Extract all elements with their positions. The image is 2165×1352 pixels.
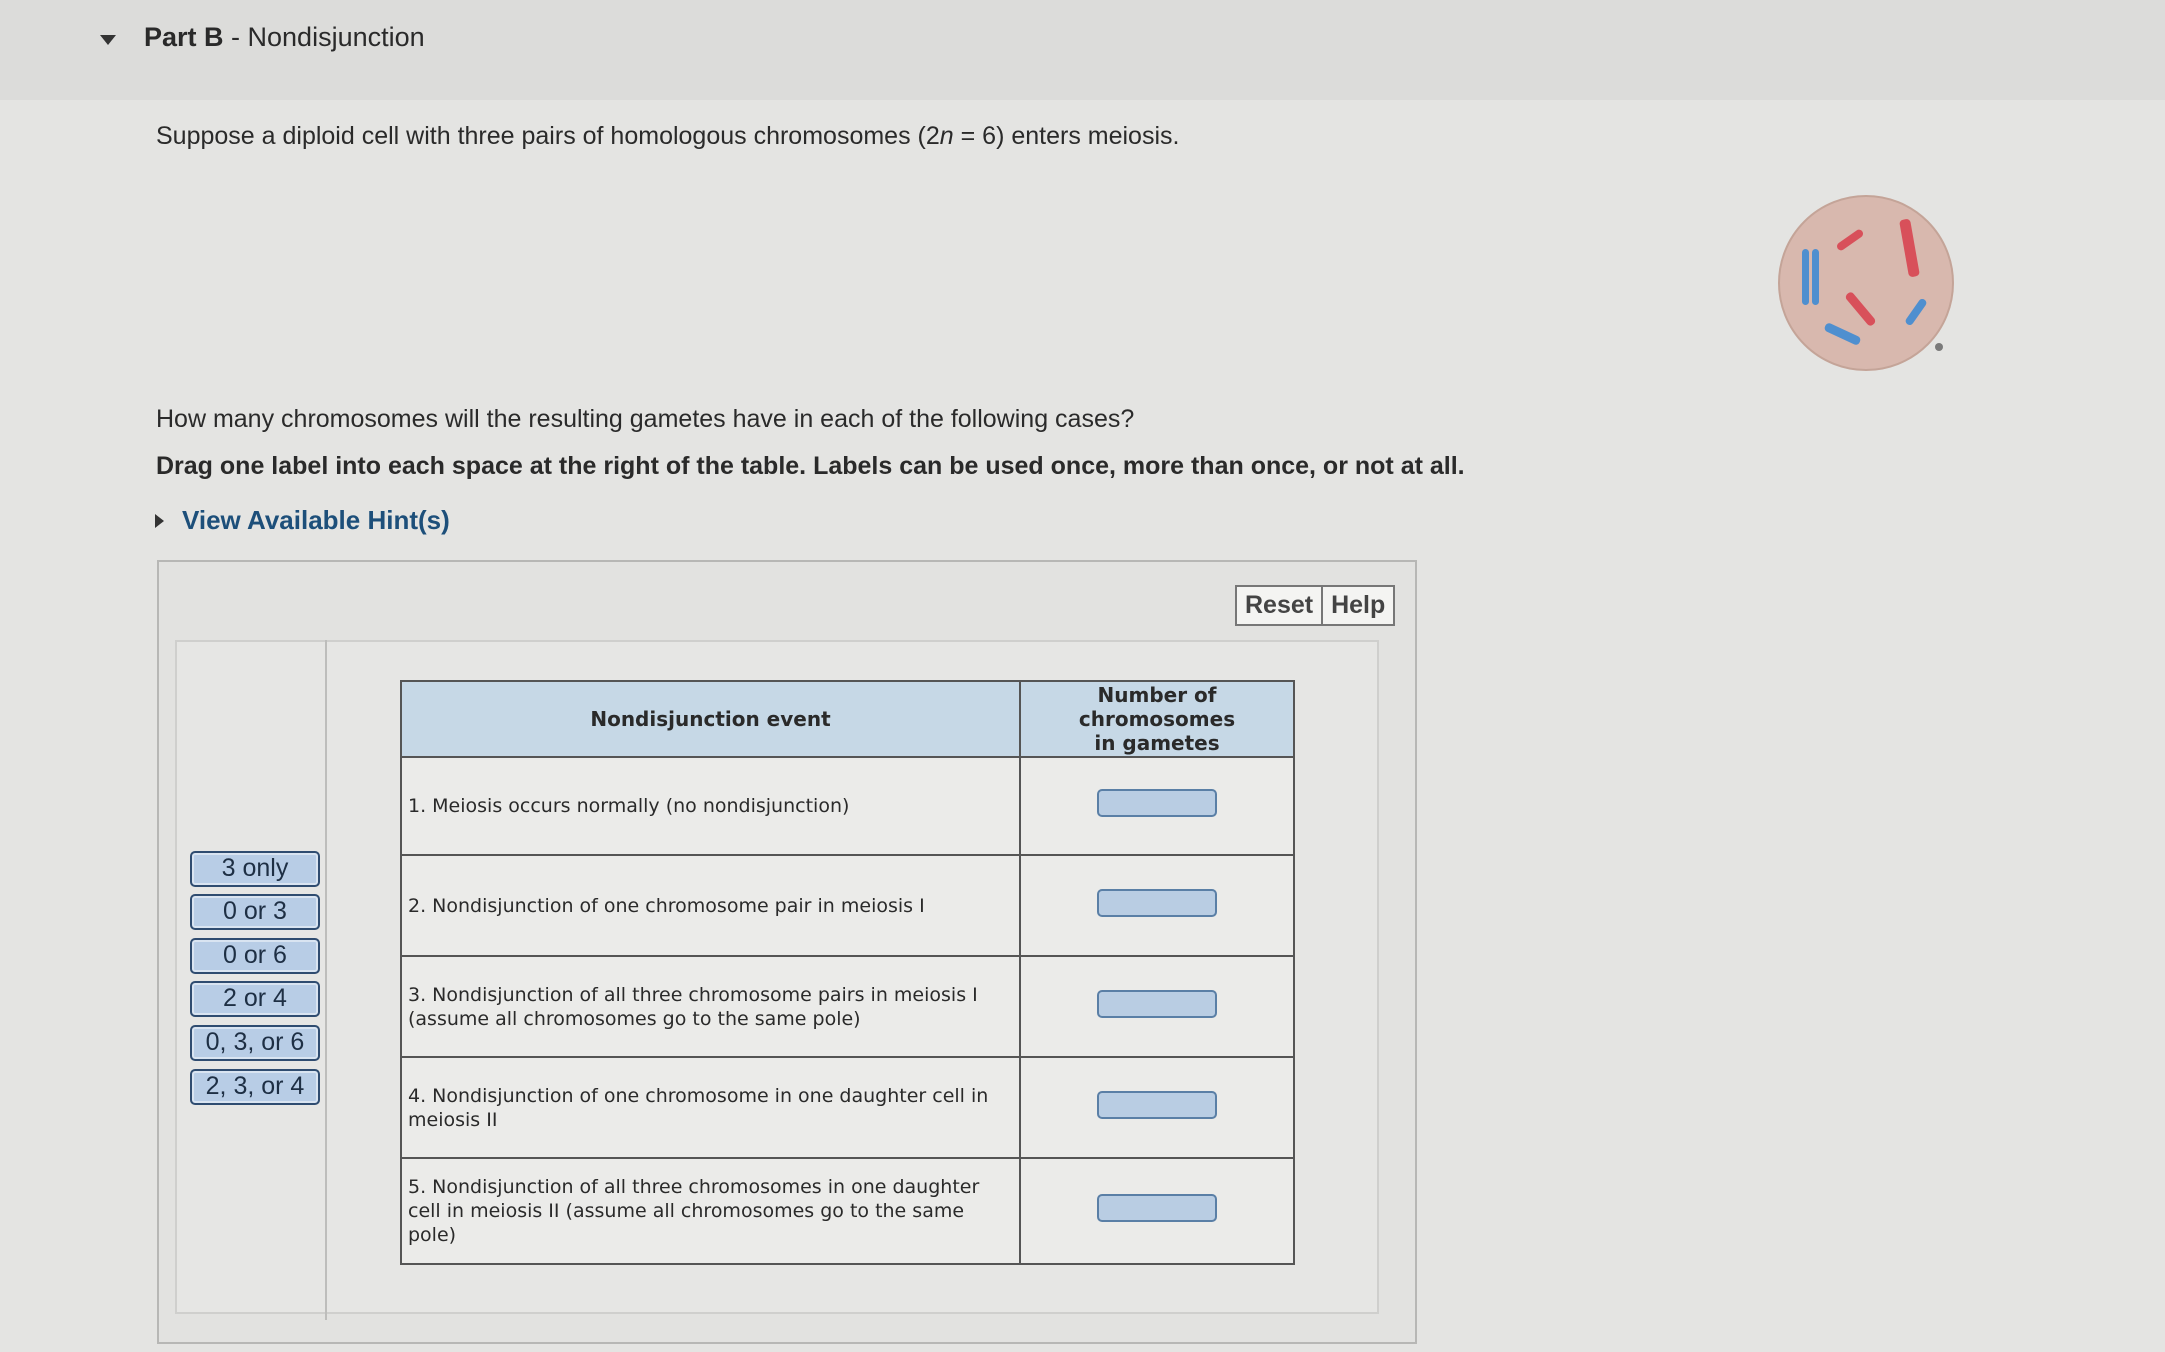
chromosome-red-icon bbox=[1844, 291, 1877, 327]
question-prompt: How many chromosomes will the resulting gametes have in each of the following cases? bbox=[156, 405, 1135, 433]
table-row bbox=[401, 1158, 1294, 1264]
table-row bbox=[401, 757, 1294, 855]
draggable-label[interactable]: 0 or 6 bbox=[190, 938, 320, 974]
event-cell: 2. Nondisjunction of one chromosome pair in meiosis I bbox=[401, 855, 1020, 956]
chromosome-blue-icon bbox=[1812, 249, 1819, 305]
answer-cell bbox=[1020, 757, 1294, 855]
part-separator: - bbox=[223, 22, 248, 52]
view-hints-label: View Available Hint(s) bbox=[182, 505, 450, 535]
draggable-label[interactable]: 0, 3, or 6 bbox=[190, 1025, 320, 1061]
collapse-caret-icon[interactable] bbox=[100, 35, 116, 45]
table-row bbox=[401, 855, 1294, 956]
answer-cell bbox=[1020, 956, 1294, 1057]
drop-target[interactable] bbox=[1097, 1194, 1217, 1222]
answer-cell bbox=[1020, 1057, 1294, 1158]
part-header[interactable] bbox=[100, 22, 425, 53]
label-bank bbox=[175, 640, 327, 1320]
chromosome-red-icon bbox=[1899, 218, 1920, 277]
table-row bbox=[401, 1057, 1294, 1158]
chromosome-blue-icon bbox=[1904, 297, 1928, 326]
event-cell: 4. Nondisjunction of one chromosome in one daughter cell in meiosis II bbox=[401, 1057, 1020, 1158]
table-header-row bbox=[401, 681, 1294, 757]
event-cell: 3. Nondisjunction of all three chromosome pairs in meiosis I (assume all chromosomes go to the same pole) bbox=[401, 956, 1020, 1057]
reset-button[interactable]: Reset bbox=[1237, 587, 1321, 624]
draggable-label[interactable]: 2 or 4 bbox=[190, 981, 320, 1017]
nondisjunction-table bbox=[400, 680, 1295, 1265]
chromosome-red-icon bbox=[1835, 228, 1864, 252]
question-intro: Suppose a diploid cell with three pairs of homologous chromosomes (2n = 6) enters meiosis. bbox=[156, 122, 1180, 150]
drop-target[interactable] bbox=[1097, 789, 1217, 817]
chromosome-blue-icon bbox=[1823, 322, 1861, 346]
drop-target[interactable] bbox=[1097, 990, 1217, 1018]
drop-target[interactable] bbox=[1097, 889, 1217, 917]
diploid-cell-illustration bbox=[1778, 195, 1954, 371]
event-cell: 1. Meiosis occurs normally (no nondisjunction) bbox=[401, 757, 1020, 855]
expand-caret-icon bbox=[155, 514, 164, 528]
chromosome-blue-icon bbox=[1802, 249, 1809, 305]
view-hints-link[interactable] bbox=[155, 505, 450, 536]
answer-cell bbox=[1020, 855, 1294, 956]
help-button[interactable]: Help bbox=[1321, 587, 1393, 624]
answer-cell bbox=[1020, 1158, 1294, 1264]
decorative-dot bbox=[1935, 343, 1943, 351]
count-column-header: Number of chromosomes in gametes bbox=[1020, 681, 1294, 757]
draggable-label[interactable]: 0 or 3 bbox=[190, 894, 320, 930]
drag-instruction: Drag one label into each space at the right of the table. Labels can be used once, more than once, or not at all. bbox=[156, 452, 1465, 480]
draggable-label[interactable]: 3 only bbox=[190, 851, 320, 887]
part-title: Nondisjunction bbox=[247, 22, 425, 52]
widget-toolbar bbox=[1235, 585, 1395, 626]
draggable-label[interactable]: 2, 3, or 4 bbox=[190, 1069, 320, 1105]
table-row bbox=[401, 956, 1294, 1057]
drop-target[interactable] bbox=[1097, 1091, 1217, 1119]
event-cell: 5. Nondisjunction of all three chromosomes in one daughter cell in meiosis II (assume all chromosomes go to the same pole) bbox=[401, 1158, 1020, 1264]
part-label: Part B bbox=[144, 22, 224, 52]
event-column-header: Nondisjunction event bbox=[401, 681, 1020, 757]
